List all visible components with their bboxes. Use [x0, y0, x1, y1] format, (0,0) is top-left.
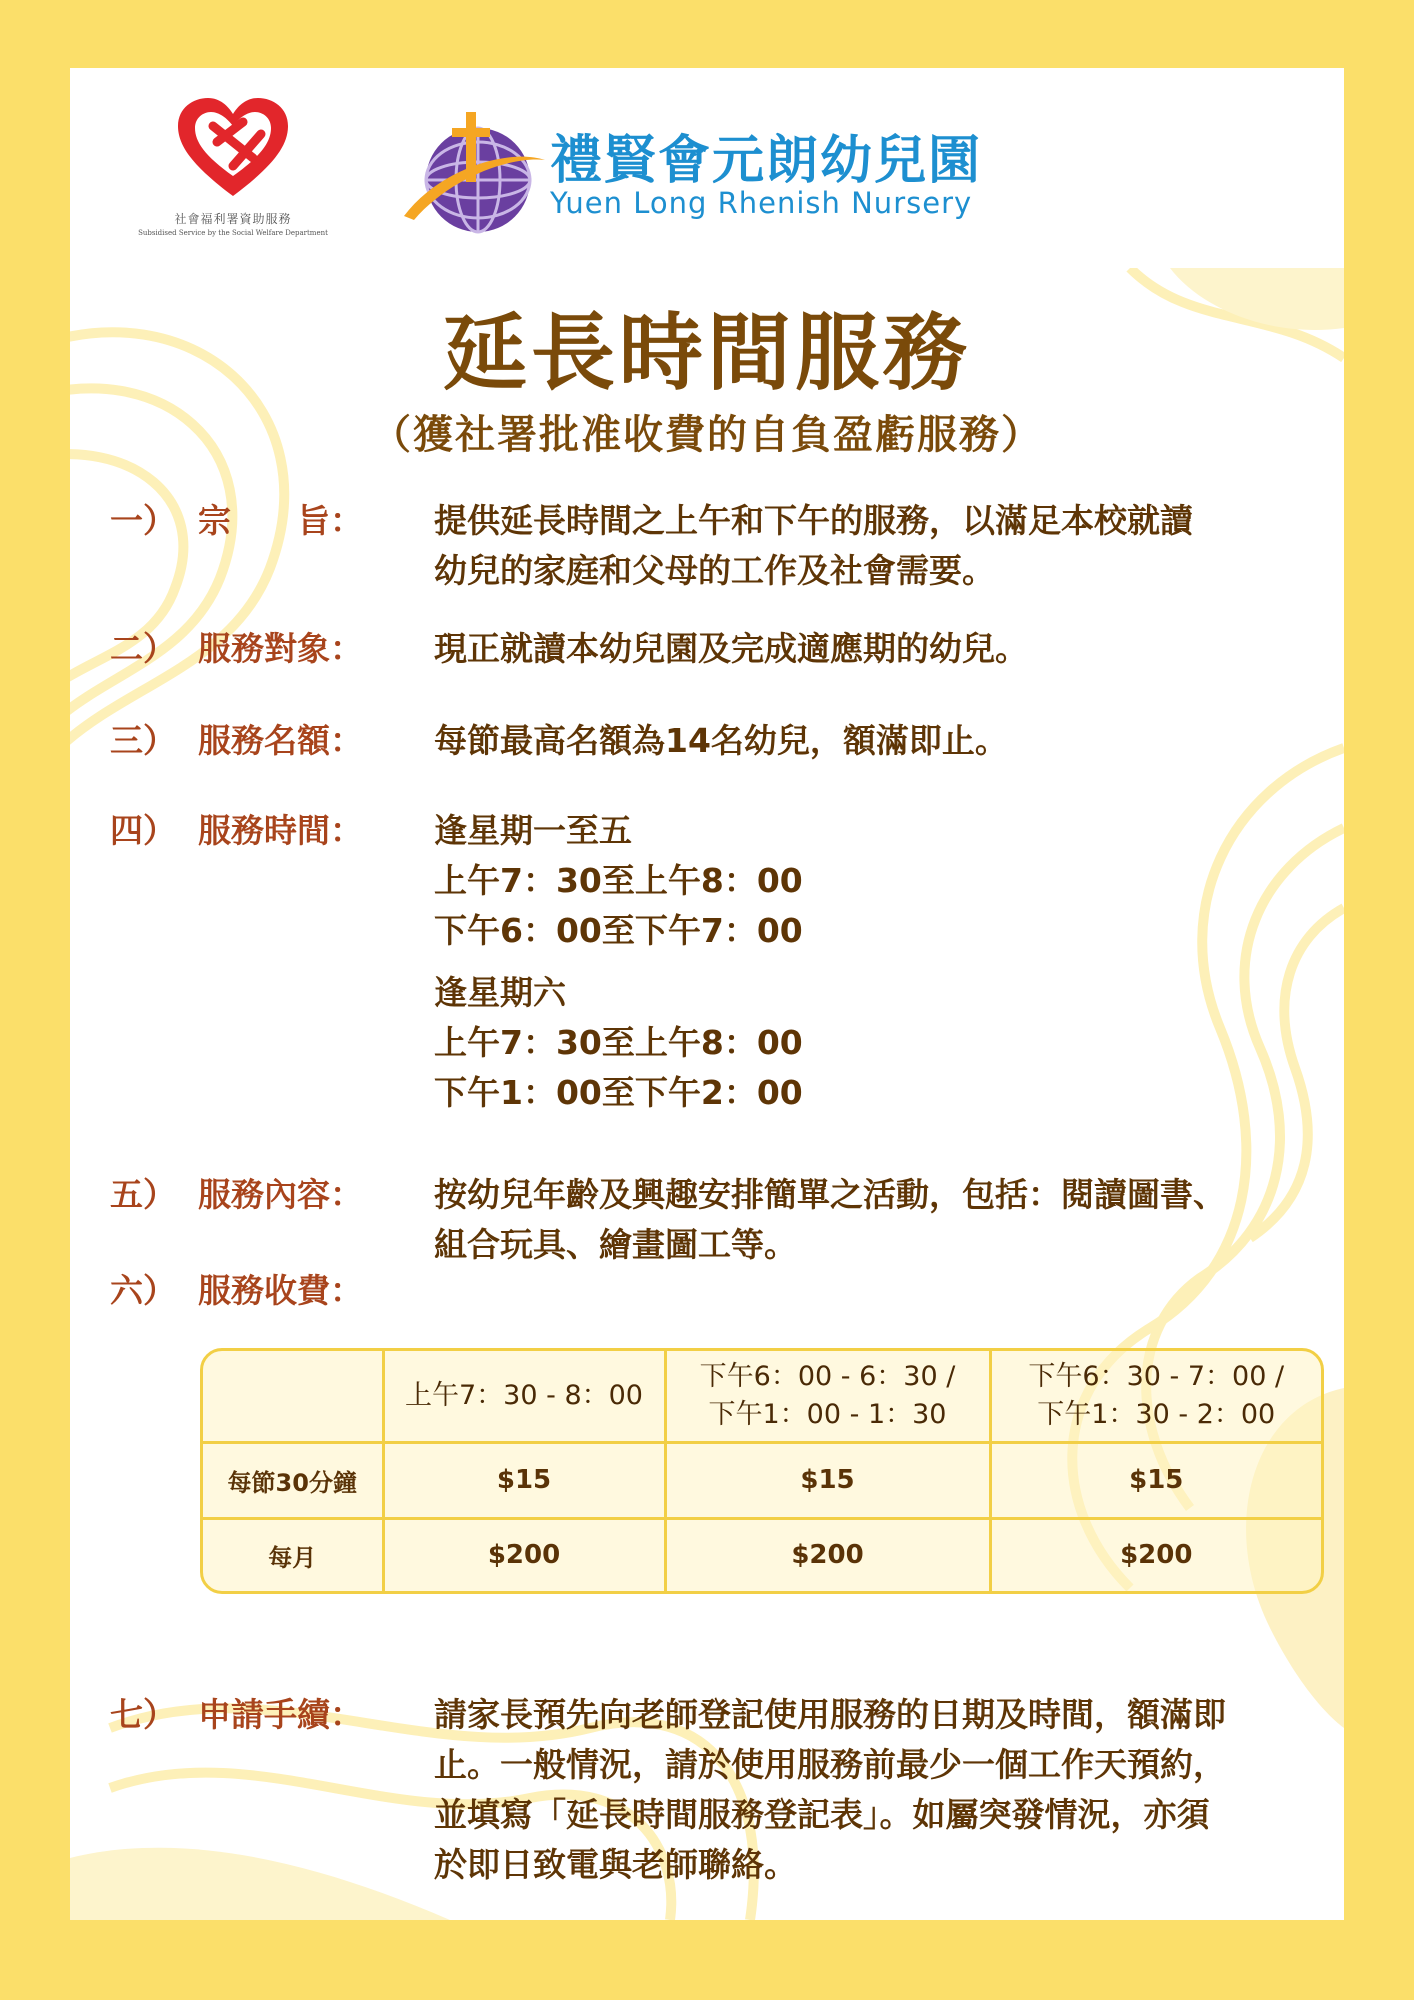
weekday-am-slot: 上午7：30至上午8：00	[434, 861, 803, 900]
fee-cell: $200	[383, 1518, 665, 1591]
globe-cross-icon	[400, 108, 550, 238]
weekday-pm-slot: 下午6：00至下午7：00	[434, 911, 803, 950]
section-label: 申請手續：	[198, 1695, 363, 1734]
school-name-en: Yuen Long Rhenish Nursery	[550, 186, 973, 220]
fee-table-header-row	[203, 1351, 1321, 1443]
section-label: 服務時間：	[198, 811, 363, 850]
header	[70, 68, 1344, 268]
fee-table-row	[203, 1518, 1321, 1591]
section-body	[434, 1170, 1334, 1270]
fee-table-row	[203, 1443, 1321, 1519]
swd-name-zh: 社會福利署資助服務	[174, 212, 292, 226]
saturday-pm-slot: 下午1：00至下午2：00	[434, 1073, 803, 1112]
section-label: 服務內容：	[198, 1175, 363, 1214]
section-label: 宗 旨：	[198, 501, 363, 540]
section-number: 五）	[110, 1175, 176, 1214]
section-number: 三）	[110, 721, 176, 760]
heart-logo-icon	[173, 96, 293, 206]
swd-logo	[118, 96, 348, 266]
body-line: 幼兒的家庭和父母的工作及社會需要。	[434, 551, 995, 590]
section-body	[434, 716, 1334, 766]
body-line: 現正就讀本幼兒園及完成適應期的幼兒。	[434, 629, 1028, 668]
section-body	[434, 624, 1334, 674]
school-name-zh: 禮賢會元朗幼兒園	[550, 131, 983, 191]
poster-card	[70, 68, 1344, 1920]
section-number: 七）	[110, 1695, 176, 1734]
body-line: 按幼兒年齡及興趣安排簡單之活動，包括：閱讀圖書、	[434, 1175, 1226, 1214]
fee-column-header: 下午6：30 - 7：00 / 下午1：30 - 2：00	[990, 1351, 1321, 1443]
fee-table	[200, 1348, 1324, 1594]
fee-cell: $200	[665, 1518, 990, 1591]
section-label: 服務收費：	[198, 1271, 363, 1310]
school-logo	[400, 108, 1040, 238]
fee-cell: $15	[665, 1443, 990, 1519]
body-line: 請家長預先向老師登記使用服務的日期及時間，額滿即	[434, 1695, 1226, 1734]
fee-column-header: 上午7：30 - 8：00	[383, 1351, 665, 1443]
section-number: 六）	[110, 1271, 176, 1310]
section-body	[434, 496, 1334, 596]
section-label: 服務名額：	[198, 721, 363, 760]
section-number: 四）	[110, 811, 176, 850]
fee-cell: $200	[990, 1518, 1321, 1591]
page-subtitle: （獲社署批准收費的自負盈虧服務）	[371, 412, 1043, 458]
body-line: 並填寫「延長時間服務登記表」。如屬突發情況，亦須	[434, 1795, 1210, 1834]
section-number: 二）	[110, 629, 176, 668]
body-line: 每節最高名額為14名幼兒，額滿即止。	[434, 721, 1008, 760]
weekday-heading: 逢星期一至五	[434, 811, 632, 850]
section-body	[434, 1690, 1334, 1890]
page-title: 延長時間服務	[442, 304, 971, 402]
fee-cell: $15	[383, 1443, 665, 1519]
swd-name-en: Subsidised Service by the Social Welfare Department	[138, 229, 328, 237]
section-number: 一）	[110, 501, 176, 540]
fee-column-header: 下午6：00 - 6：30 / 下午1：00 - 1：30	[665, 1351, 990, 1443]
fee-cell: $15	[990, 1443, 1321, 1519]
fee-table-corner-cell	[203, 1351, 383, 1443]
saturday-am-slot: 上午7：30至上午8：00	[434, 1023, 803, 1062]
body-line: 於即日致電與老師聯絡。	[434, 1845, 797, 1884]
saturday-heading: 逢星期六	[434, 973, 566, 1012]
fee-row-label: 每月	[203, 1518, 383, 1591]
body-line: 止。一般情況，請於使用服務前最少一個工作天預約，	[434, 1745, 1226, 1784]
body-line: 組合玩具、繪畫圖工等。	[434, 1225, 797, 1264]
body-line: 提供延長時間之上午和下午的服務，以滿足本校就讀	[434, 501, 1193, 540]
section-body	[434, 806, 1334, 1118]
fee-row-label: 每節30分鐘	[203, 1443, 383, 1519]
section-label: 服務對象：	[198, 629, 363, 668]
